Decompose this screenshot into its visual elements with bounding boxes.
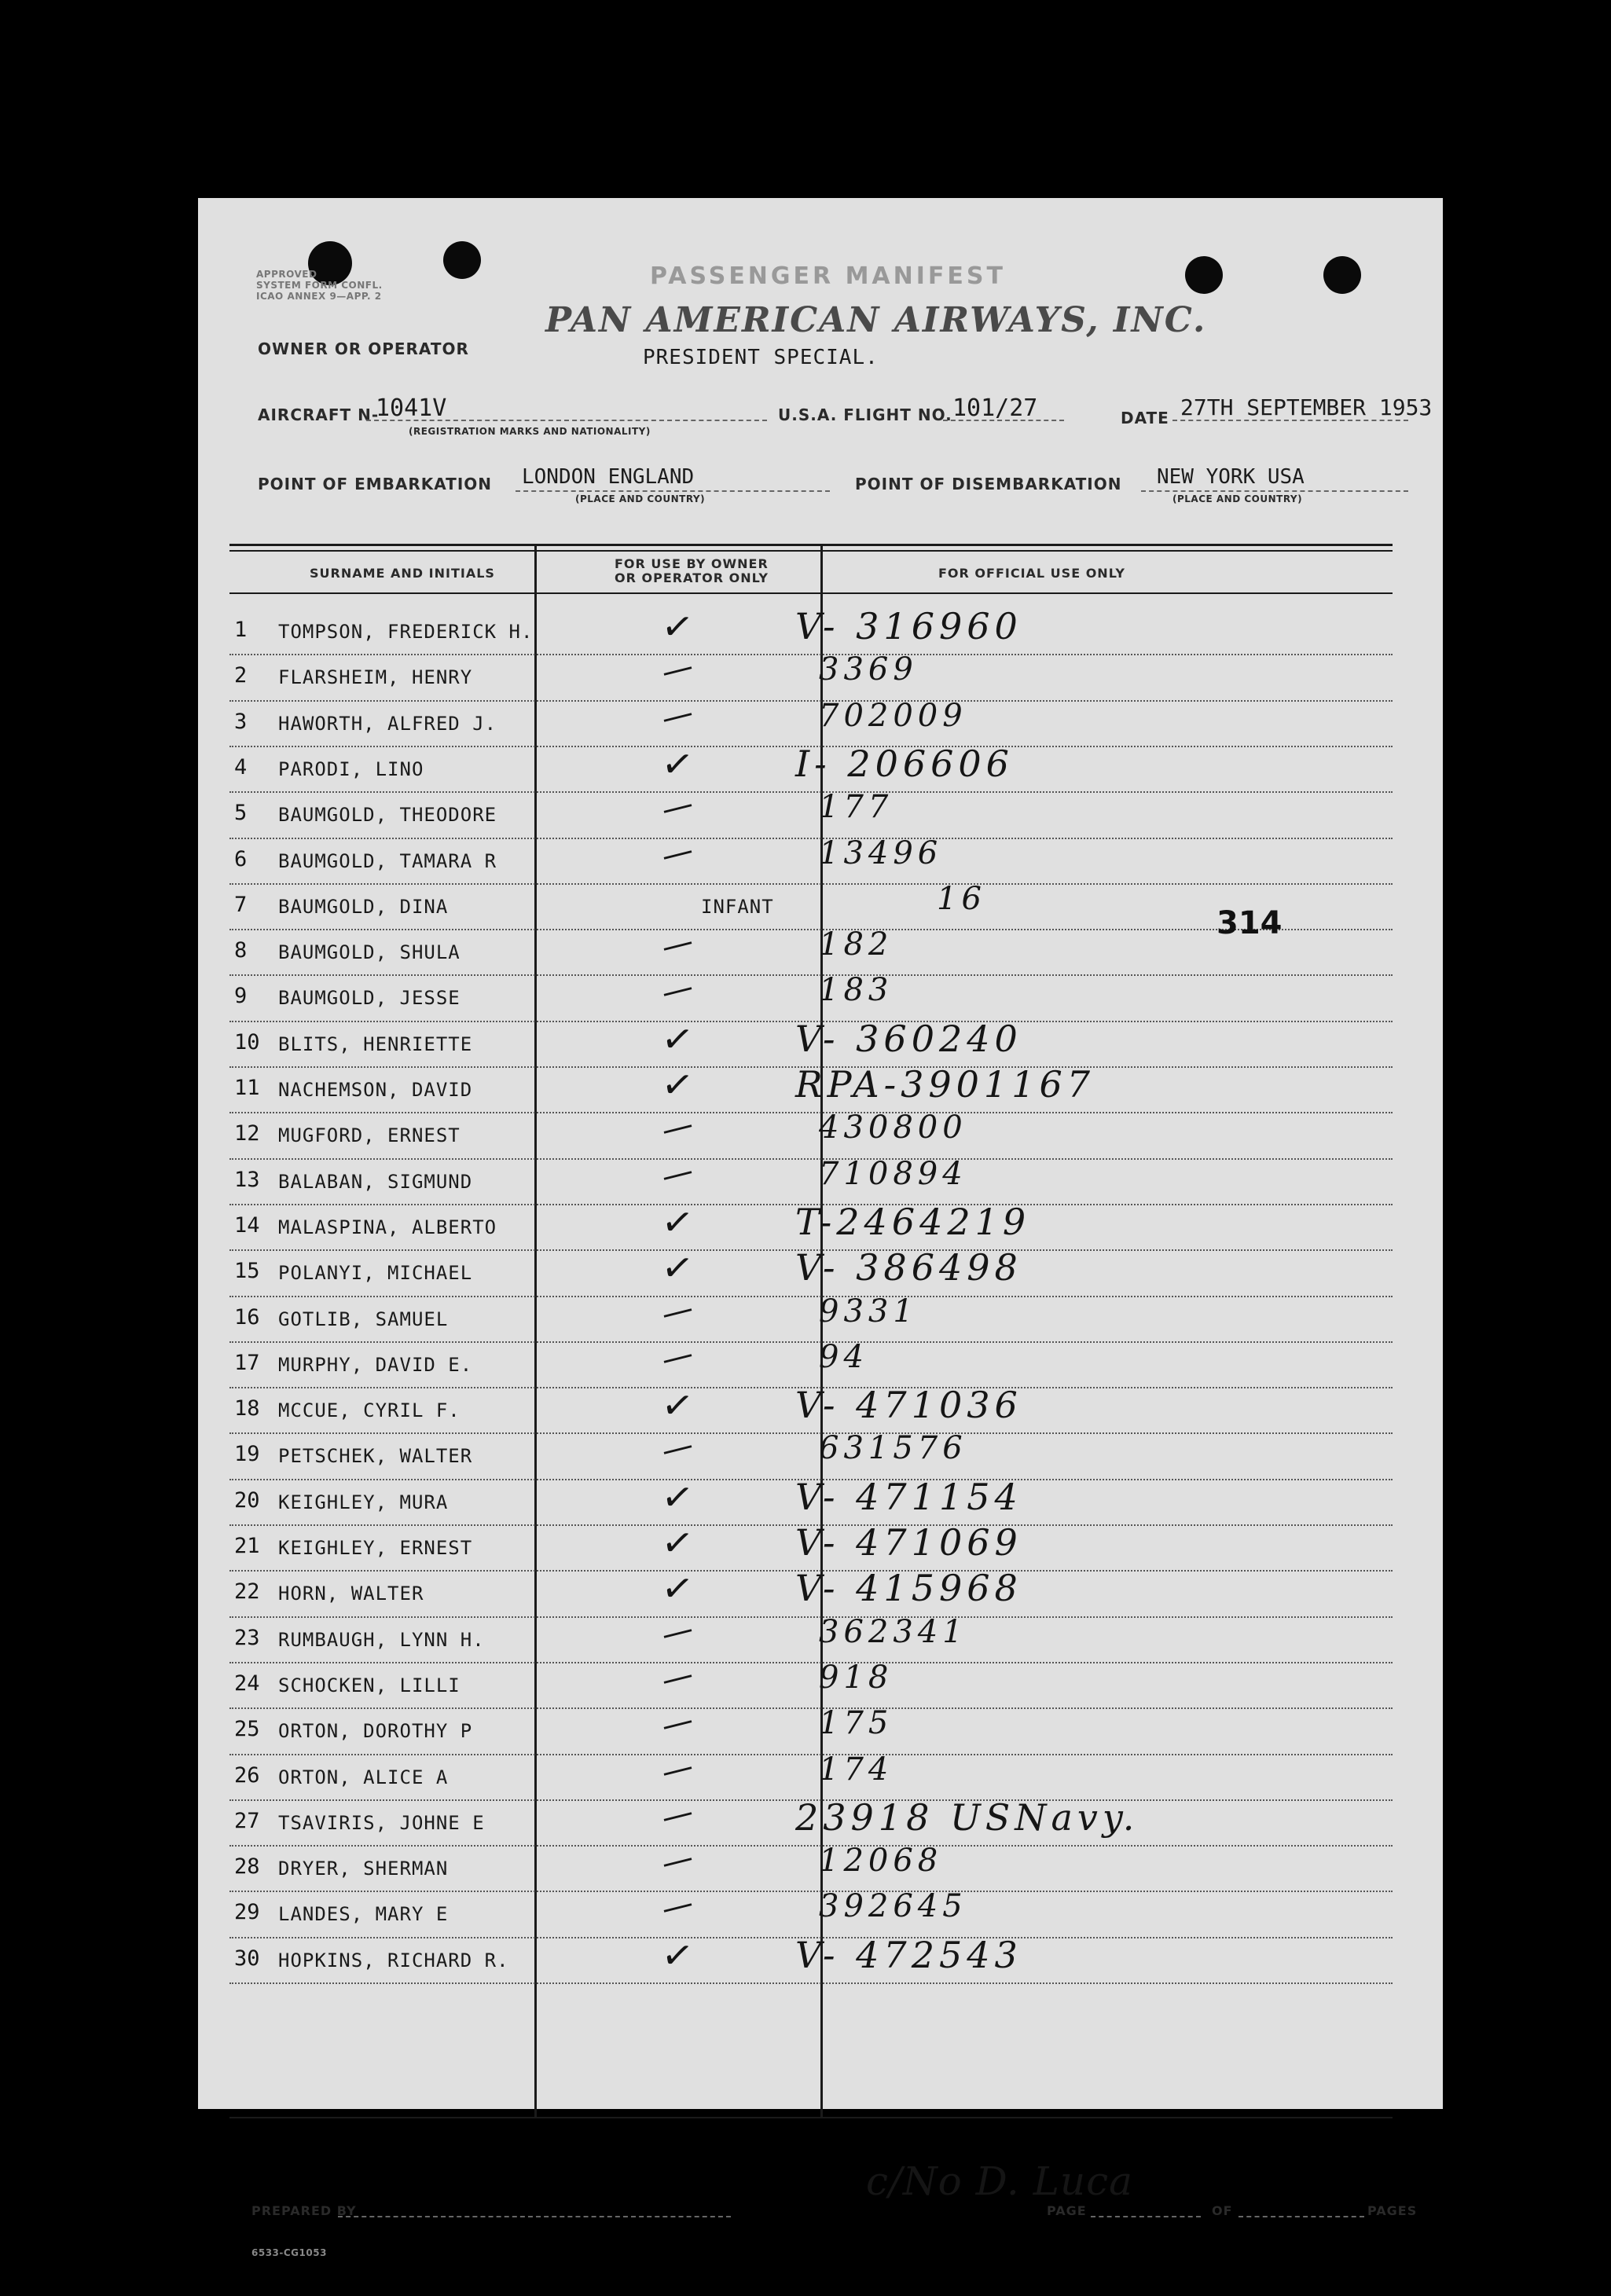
- row-separator: [229, 1662, 1393, 1663]
- row-separator: [229, 1982, 1393, 1984]
- reference-number: I- 206606: [795, 742, 1014, 785]
- reference-number: 918: [819, 1659, 894, 1696]
- dash-mark-icon: —: [658, 786, 697, 829]
- row-number: 19: [234, 1442, 260, 1467]
- reference-number: 177: [819, 789, 894, 826]
- row-number: 27: [234, 1808, 260, 1833]
- row-number: 6: [234, 846, 248, 871]
- passenger-name: BAUMGOLD, JESSE: [278, 987, 461, 1010]
- disembark-value: NEW YORK USA: [1157, 465, 1305, 489]
- owner-value: PRESIDENT SPECIAL.: [643, 346, 879, 369]
- table-bottom-rule: [229, 2117, 1393, 2118]
- row-separator: [229, 883, 1393, 885]
- reference-number: 631576: [819, 1430, 967, 1467]
- row-separator: [229, 1341, 1393, 1343]
- owner-label: OWNER OR OPERATOR: [258, 339, 469, 358]
- row-number: 23: [234, 1625, 260, 1650]
- passenger-name: BAUMGOLD, SHULA: [278, 941, 461, 964]
- flight-underline: [943, 420, 1064, 421]
- passenger-name: KEIGHLEY, ERNEST: [278, 1537, 473, 1559]
- reference-number: 94: [819, 1338, 868, 1375]
- of-underline: [1239, 2216, 1364, 2217]
- table-top-rule: [229, 544, 1393, 546]
- passenger-name: MALASPINA, ALBERTO: [278, 1216, 497, 1238]
- dash-mark-icon: —: [658, 1427, 697, 1470]
- passenger-name: FLARSHEIM, HENRY: [278, 666, 473, 689]
- reference-number: V- 471036: [795, 1384, 1022, 1427]
- aircraft-underline: [366, 420, 767, 421]
- row-separator: [229, 1432, 1393, 1434]
- row-separator: [229, 1845, 1393, 1847]
- reference-number: 174: [819, 1751, 894, 1788]
- disembark-underline: [1141, 490, 1408, 492]
- passenger-name: HORN, WALTER: [278, 1583, 424, 1605]
- reference-number: 702009: [819, 697, 967, 734]
- prepared-underline: [338, 2216, 731, 2217]
- passenger-name: LANDES, MARY E: [278, 1903, 449, 1926]
- check-mark-icon: ✓: [659, 1519, 696, 1568]
- row-number: 16: [234, 1304, 260, 1330]
- passenger-name: GOTLIB, SAMUEL: [278, 1308, 449, 1330]
- row-separator: [229, 700, 1393, 702]
- reference-number: V- 471154: [795, 1475, 1022, 1518]
- embark-label: POINT OF EMBARKATION: [258, 475, 493, 493]
- page-label: PAGE: [1047, 2203, 1087, 2218]
- dash-mark-icon: —: [658, 1610, 697, 1653]
- passenger-name: PARODI, LINO: [278, 757, 424, 780]
- approval-line: APPROVED: [256, 269, 317, 280]
- check-mark-icon: ✓: [659, 1931, 696, 1980]
- disembark-label: POINT OF DISEMBARKATION: [855, 475, 1122, 493]
- manifest-page: [198, 198, 1443, 2258]
- aircraft-label: AIRCRAFT N-: [258, 405, 380, 424]
- col-header-owner: OR OPERATOR ONLY: [615, 570, 769, 585]
- dash-mark-icon: —: [658, 648, 697, 691]
- reference-number: 12068: [819, 1843, 943, 1880]
- reference-number: V- 471069: [795, 1521, 1022, 1564]
- row-separator: [229, 1112, 1393, 1113]
- row-separator: [229, 1616, 1393, 1618]
- page-underline: [1091, 2216, 1201, 2217]
- dash-mark-icon: —: [658, 1793, 697, 1836]
- passenger-name: TSAVIRIS, JOHNE E: [278, 1811, 485, 1834]
- row-number: 11: [234, 1076, 260, 1100]
- embark-caption: (PLACE AND COUNTRY): [575, 493, 706, 504]
- dash-mark-icon: —: [658, 831, 697, 875]
- dash-mark-icon: —: [658, 1839, 697, 1883]
- row-separator: [229, 1296, 1393, 1297]
- row-separator: [229, 838, 1393, 839]
- dash-mark-icon: —: [658, 1289, 697, 1333]
- check-mark-icon: ✓: [659, 1061, 696, 1109]
- punch-hole: [1185, 256, 1223, 294]
- disembark-caption: (PLACE AND COUNTRY): [1172, 493, 1303, 504]
- punch-hole: [1323, 256, 1361, 294]
- passenger-name: BAUMGOLD, TAMARA R: [278, 849, 497, 872]
- row-number: 12: [234, 1121, 260, 1146]
- reference-number: V- 360240: [795, 1017, 1022, 1060]
- passenger-name: BLITS, HENRIETTE: [278, 1032, 473, 1055]
- row-number: 2: [234, 663, 248, 688]
- reference-number: 183: [819, 972, 894, 1009]
- date-value: 27TH SEPTEMBER 1953: [1180, 394, 1433, 420]
- check-mark-icon: ✓: [659, 1564, 696, 1613]
- reference-number: V- 386498: [795, 1246, 1022, 1289]
- row-separator: [229, 974, 1393, 976]
- passenger-name: NACHEMSON, DAVID: [278, 1079, 473, 1101]
- flight-value: 101/27: [952, 394, 1038, 422]
- dash-mark-icon: —: [658, 694, 697, 737]
- check-mark-icon: ✓: [659, 1381, 696, 1430]
- reference-number: 9331: [819, 1293, 918, 1330]
- row-number: 30: [234, 1946, 260, 1971]
- row-number: 22: [234, 1579, 260, 1605]
- row-number: 24: [234, 1671, 260, 1696]
- passenger-name: POLANYI, MICHAEL: [278, 1262, 473, 1285]
- dash-mark-icon: —: [658, 1748, 697, 1791]
- col-header-official: FOR OFFICIAL USE ONLY: [938, 566, 1125, 581]
- prepared-label: PREPARED BY: [251, 2203, 357, 2218]
- row-separator: [229, 654, 1393, 655]
- signature: c/No D. Luca: [866, 2158, 1133, 2204]
- reference-number: T-2464219: [795, 1200, 1031, 1243]
- table-top-rule: [229, 550, 1393, 552]
- row-number: 9: [234, 984, 248, 1009]
- col-header-surname: SURNAME AND INITIALS: [310, 566, 495, 581]
- passenger-name: PETSCHEK, WALTER: [278, 1445, 473, 1468]
- passenger-name: BALABAN, SIGMUND: [278, 1170, 473, 1193]
- row-number: 8: [234, 938, 248, 963]
- dash-mark-icon: —: [658, 922, 697, 966]
- check-mark-icon: ✓: [659, 1015, 696, 1064]
- date-label: DATE: [1121, 409, 1169, 427]
- pages-label: PAGES: [1367, 2203, 1418, 2218]
- row-number: 29: [234, 1900, 260, 1925]
- check-mark-icon: ✓: [659, 1198, 696, 1247]
- reference-number: 362341: [819, 1613, 967, 1650]
- of-label: OF: [1212, 2203, 1233, 2218]
- date-underline: [1172, 420, 1408, 421]
- passenger-name: MCCUE, CYRIL F.: [278, 1399, 461, 1422]
- row-number: 17: [234, 1350, 260, 1375]
- aircraft-caption: (REGISTRATION MARKS AND NATIONALITY): [409, 426, 651, 437]
- row-number: 21: [234, 1534, 260, 1558]
- row-separator: [229, 1707, 1393, 1709]
- reference-number: 182: [819, 926, 894, 963]
- passenger-name: RUMBAUGH, LYNN H.: [278, 1628, 485, 1651]
- row-number: 14: [234, 1212, 260, 1238]
- col-header-owner: FOR USE BY OWNER: [615, 556, 769, 571]
- row-number: 7: [234, 892, 248, 917]
- passenger-name: KEIGHLEY, MURA: [278, 1491, 449, 1513]
- passenger-name: DRYER, SHERMAN: [278, 1858, 449, 1880]
- passenger-name: ORTON, ALICE A: [278, 1766, 449, 1788]
- dash-mark-icon: —: [658, 1885, 697, 1928]
- check-mark-icon: ✓: [659, 740, 696, 789]
- row-number: 3: [234, 709, 248, 734]
- check-mark-icon: ✓: [659, 1244, 696, 1293]
- row-number: 1: [234, 618, 248, 642]
- row-number: 4: [234, 754, 248, 779]
- infant-label: INFANT: [701, 895, 774, 918]
- header-bottom-rule: [229, 592, 1393, 594]
- dash-mark-icon: —: [658, 1702, 697, 1745]
- dash-mark-icon: —: [658, 1152, 697, 1195]
- reference-number: V- 415968: [795, 1567, 1022, 1610]
- official-mark: 314: [1217, 905, 1283, 941]
- check-mark-icon: ✓: [659, 1473, 696, 1522]
- row-number: 20: [234, 1487, 260, 1513]
- reference-number: 710894: [819, 1155, 967, 1192]
- column-divider: [534, 544, 537, 2117]
- passenger-name: HOPKINS, RICHARD R.: [278, 1949, 509, 1971]
- reference-number: V- 316960: [795, 605, 1022, 647]
- approval-line: SYSTEM FORM CONFL.: [256, 280, 383, 291]
- reference-number: 13496: [819, 834, 943, 871]
- punch-hole: [443, 241, 481, 279]
- row-number: 10: [234, 1029, 260, 1054]
- aircraft-value: 1041V: [376, 394, 447, 422]
- row-number: 25: [234, 1717, 260, 1742]
- flight-label: U.S.A. FLIGHT NO.: [778, 405, 952, 424]
- reference-number: V- 472543: [795, 1933, 1022, 1976]
- passenger-name: HAWORTH, ALFRED J.: [278, 712, 497, 735]
- passenger-name: MUGFORD, ERNEST: [278, 1124, 461, 1147]
- passenger-name: MURPHY, DAVID E.: [278, 1353, 473, 1376]
- row-separator: [229, 1891, 1393, 1892]
- reference-number: 16: [937, 880, 986, 917]
- company-name: PAN AMERICAN AIRWAYS, INC.: [545, 300, 1207, 340]
- embark-value: LONDON ENGLAND: [522, 465, 695, 489]
- row-number: 26: [234, 1762, 260, 1788]
- row-number: 18: [234, 1396, 260, 1421]
- row-number: 5: [234, 801, 248, 826]
- row-number: 15: [234, 1259, 260, 1284]
- approval-line: ICAO ANNEX 9—APP. 2: [256, 291, 382, 302]
- dash-mark-icon: —: [658, 1106, 697, 1150]
- passenger-name: BAUMGOLD, THEODORE: [278, 804, 497, 827]
- reference-number: 23918 USNavy.: [795, 1795, 1139, 1839]
- reference-number: 392645: [819, 1888, 967, 1925]
- reference-number: 175: [819, 1705, 894, 1742]
- dash-mark-icon: —: [658, 969, 697, 1012]
- passenger-name: SCHOCKEN, LILLI: [278, 1674, 461, 1696]
- reference-number: 430800: [819, 1109, 967, 1146]
- passenger-name: ORTON, DOROTHY P: [278, 1720, 473, 1743]
- passenger-name: BAUMGOLD, DINA: [278, 895, 449, 918]
- passenger-name: TOMPSON, FREDERICK H.: [278, 621, 534, 643]
- row-separator: [229, 791, 1393, 793]
- dash-mark-icon: —: [658, 1656, 697, 1700]
- dash-mark-icon: —: [658, 1335, 697, 1378]
- check-mark-icon: ✓: [659, 603, 696, 651]
- row-number: 13: [234, 1167, 260, 1192]
- embark-underline: [516, 490, 830, 492]
- row-separator: [229, 1754, 1393, 1755]
- form-title: PASSENGER MANIFEST: [650, 262, 1006, 290]
- reference-number: RPA-3901167: [795, 1063, 1095, 1106]
- row-separator: [229, 1158, 1393, 1160]
- form-code: 6533-CG1053: [251, 2247, 327, 2258]
- reference-number: 3369: [819, 651, 918, 688]
- row-number: 28: [234, 1854, 260, 1880]
